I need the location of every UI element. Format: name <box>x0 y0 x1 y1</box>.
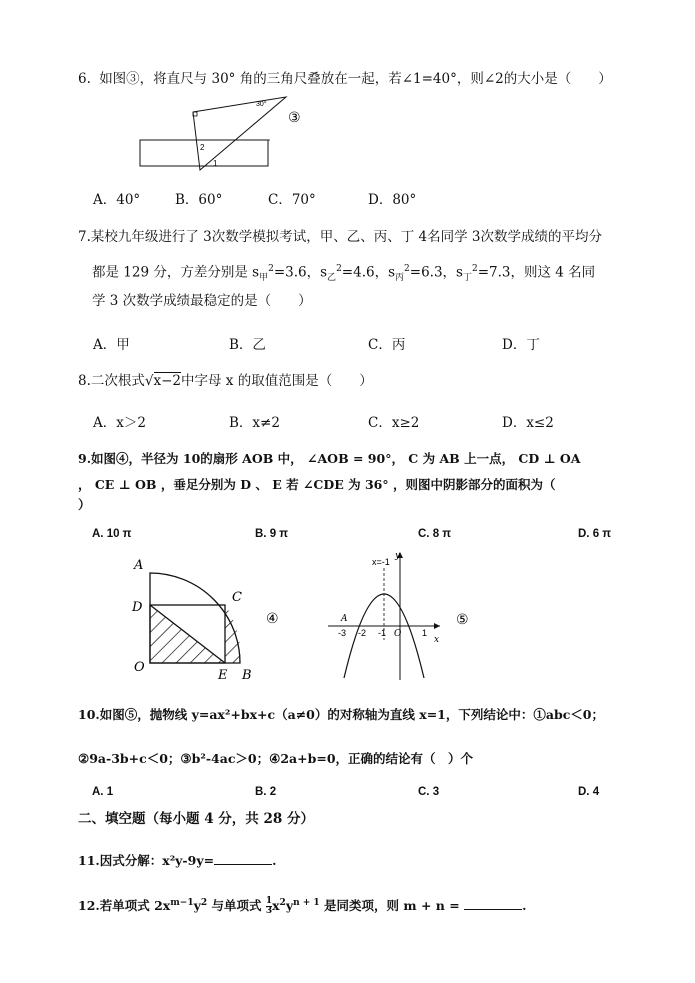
figure-5 <box>328 550 488 685</box>
q7-option-d[interactable]: D．丁 <box>502 337 540 353</box>
x-axis-label: x <box>434 635 440 645</box>
figure-3-label: ③ <box>288 110 301 126</box>
q7-sub-yi: 乙 <box>327 273 337 284</box>
point-d-label: D <box>132 600 143 615</box>
q6-option-b[interactable]: B．60° <box>175 192 223 208</box>
q9-option-c[interactable]: C. 8 π <box>418 528 452 540</box>
q10-option-c[interactable]: C. 3 <box>418 786 440 798</box>
q12-exp1: m−1 <box>170 898 194 908</box>
q6-option-a[interactable]: A．40° <box>93 192 141 208</box>
x-axis-arrow-icon <box>434 623 440 629</box>
q9-option-a[interactable]: A. 10 π <box>92 528 132 540</box>
q12-exp2: 2 <box>200 898 208 908</box>
q12-answer-blank[interactable] <box>464 897 522 910</box>
q7-sq2: 2 <box>336 264 342 274</box>
q12-end: . <box>522 898 527 914</box>
q6-option-c[interactable]: C．70° <box>268 192 316 208</box>
point-o-label: O <box>134 660 145 675</box>
angle-30-label: 30° <box>256 101 267 108</box>
tick-1: 1 <box>422 628 428 638</box>
figure-4 <box>128 555 288 685</box>
q8-option-d[interactable]: D．x≤2 <box>502 415 554 431</box>
q12-text-e: y <box>285 898 294 914</box>
section-2-title: 二、填空题（每小题 4 分，共 28 分） <box>78 811 314 827</box>
q6-number: 6. <box>78 71 91 87</box>
q7-option-b[interactable]: B．乙 <box>229 337 266 353</box>
q9-line3: ） <box>78 497 91 512</box>
q10-option-a[interactable]: A. 1 <box>92 786 114 798</box>
point-c-label: C <box>232 590 242 605</box>
tick-neg1: -1 <box>378 628 387 638</box>
q9-option-b[interactable]: B. 9 π <box>255 528 289 540</box>
q12-frac-den: 3 <box>265 906 273 917</box>
q10-option-b[interactable]: B. 2 <box>255 786 277 798</box>
point-e-label: E <box>218 668 228 683</box>
q6-figure <box>130 92 320 177</box>
q6-text <box>78 70 612 88</box>
q7-text-d: =6.3，s <box>409 264 463 281</box>
q11-end: . <box>272 853 277 868</box>
q6-option-d[interactable]: D．80° <box>368 192 417 208</box>
q7-sq1: 2 <box>268 264 274 274</box>
point-a-label: A <box>134 558 144 573</box>
q8-text-a: 8.二次根式 <box>78 373 145 389</box>
q12-text-a: 12.若单项式 2x <box>78 898 171 914</box>
axis-of-symmetry-label: x=-1 <box>372 557 390 567</box>
q8-option-a[interactable]: A．x＞2 <box>93 415 146 431</box>
q7-sub-ding: 丁 <box>462 273 472 284</box>
q6-stem: 如图③，将直尺与 30° 角的三角尺叠放在一起，若∠1=40°，则∠2的大小是（ ） <box>99 71 612 87</box>
q8-text-b: 中字母 x 的取值范围是（ ） <box>181 373 373 389</box>
q8-option-b[interactable]: B．x≠2 <box>229 415 280 431</box>
q10-line2: ②9a-3b+c＜0；③b²-4ac＞0；④2a+b=0，正确的结论有（ ）个 <box>78 751 474 766</box>
q8-option-c[interactable]: C．x≥2 <box>368 415 420 431</box>
q12-text-f: 是同类项，则 m + n = <box>319 898 465 914</box>
q11-stem: 11.因式分解：x²y-9y= <box>78 853 215 868</box>
figure-5-label: ⑤ <box>456 612 469 628</box>
tick-neg3: -3 <box>338 628 347 638</box>
q11-text <box>78 852 276 870</box>
q7-line3: 学 3 次数学成绩最稳定的是（ ） <box>92 293 312 309</box>
q12-text-d: x <box>272 898 280 914</box>
q12-exp4: n + 1 <box>293 898 320 908</box>
q12-exp3: 2 <box>279 898 286 908</box>
angle-2-label: 2 <box>200 143 205 152</box>
tick-neg2: -2 <box>358 628 367 638</box>
triangle-shape <box>193 97 286 170</box>
sqrt-sign-icon: √ <box>144 373 154 389</box>
q7-line1: 7.某校九年级进行了 3次数学模拟考试，甲、乙、丙、丁 4名同学 3次数学成绩的平均分 <box>78 229 603 245</box>
q7-sq4: 2 <box>472 264 478 274</box>
q12-text-c: 与单项式 <box>207 898 266 914</box>
figure-4-label: ④ <box>266 611 279 627</box>
q10-line1: 10.如图⑤，抛物线 y=ax²+bx+c（a≠0）的对称轴为直线 x=1，下列结论中：①abc＜0； <box>78 707 605 722</box>
q7-sub-jia: 甲 <box>259 273 269 284</box>
q7-option-c[interactable]: C．丙 <box>368 337 406 353</box>
q7-sub-bing: 丙 <box>395 273 405 284</box>
q9-option-d[interactable]: D. 6 π <box>578 528 612 540</box>
q8-radicand: x−2 <box>153 373 182 389</box>
point-a-label-5: A <box>341 614 348 624</box>
q7-sq3: 2 <box>404 264 410 274</box>
q7-text-e: =7.3，则这 4 名同 <box>477 264 596 281</box>
y-axis-label: y <box>395 551 401 561</box>
origin-label: O <box>394 629 402 639</box>
q7-line2 <box>92 260 595 287</box>
shaded-arc-region <box>225 605 240 663</box>
q11-answer-blank[interactable] <box>214 852 272 865</box>
q7-text-c: =4.6，s <box>341 264 396 281</box>
point-b-label: B <box>242 668 252 683</box>
q12-frac-num: 1 <box>265 896 273 907</box>
q8-text <box>78 372 373 390</box>
q12-text-b: y <box>193 898 201 914</box>
q10-option-d[interactable]: D. 4 <box>578 786 600 798</box>
q7-text-a: 都是 129 分，方差分别是 s <box>92 264 260 281</box>
q9-line1: 9.如图④，半径为 10的扇形 AOB 中， ∠AOB = 90°， C 为 AB 上一点， CD ⊥ OA <box>78 451 581 466</box>
angle-1-label: 1 <box>213 159 218 168</box>
q7-text-b: =3.6，s <box>273 264 328 281</box>
q7-option-a[interactable]: A．甲 <box>93 337 130 353</box>
q12-text <box>78 894 526 916</box>
q9-line2: ， CE ⊥ OB ，垂足分别为 D 、 E 若 ∠CDE 为 36° ，则图中阴影部分的面积为（ <box>78 477 556 492</box>
